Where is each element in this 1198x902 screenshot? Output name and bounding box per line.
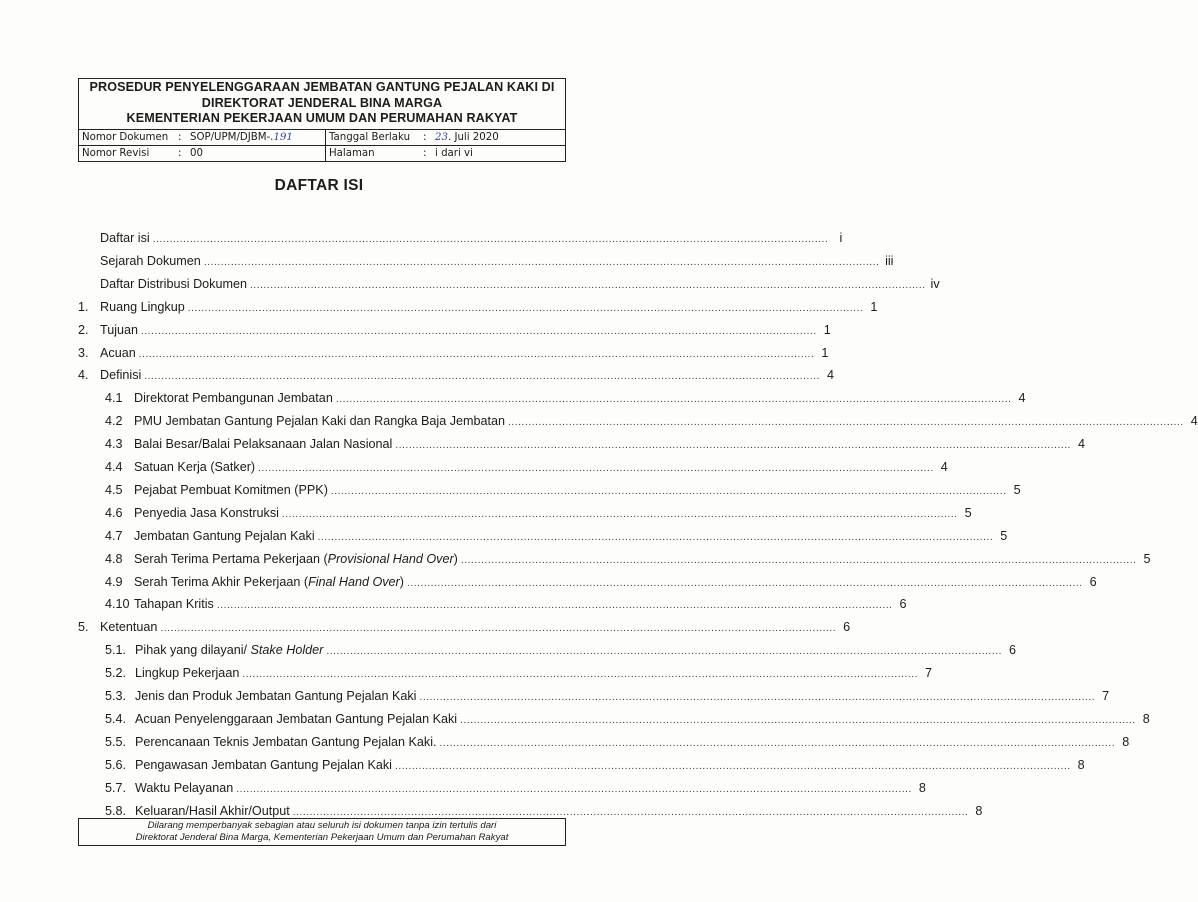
toc-entry — [78, 296, 878, 314]
toc-entry-page: 8 — [1142, 711, 1150, 726]
toc-entry — [78, 387, 1026, 406]
toc-entry-label: PMU Jembatan Gantung Pejalan Kaki dan Rangka Baja Jembatan — [134, 414, 506, 429]
toc-entry-number: 5.4. — [105, 711, 127, 726]
tanggal-berlaku-value: . Juli 2020 — [447, 131, 499, 143]
toc-entry-page: 5 — [1000, 528, 1008, 543]
toc-entry — [78, 800, 983, 818]
toc-entry-label: Balai Besar/Balai Pelaksanaan Jalan Nasional — [134, 437, 393, 452]
toc-entry — [78, 364, 834, 383]
toc-dot-leader: ........................................................................................................................................................................................................ — [508, 417, 1184, 429]
toc-dot-leader: ........................................................................................................................................................................................................ — [258, 463, 934, 474]
toc-entry-label: Definisi — [100, 368, 142, 383]
toc-entry-number: 5.5. — [105, 734, 127, 749]
toc-entry-label: Jenis dan Produk Jembatan Gantung Pejalan Kaki — [135, 689, 417, 703]
toc-dot-leader: ........................................................................................................................................................................................................ — [236, 783, 912, 795]
toc-entry — [78, 662, 932, 681]
nomor-dokumen-handwritten: 191 — [273, 131, 293, 143]
page-title: DAFTAR ISI — [274, 177, 364, 194]
toc-entry-page: 6 — [899, 597, 907, 612]
toc-dot-leader: ........................................................................................................................................................................................................ — [203, 256, 880, 268]
toc-dot-leader: ........................................................................................................................................................................................................ — [152, 234, 829, 245]
toc-dot-leader: ........................................................................................................................................................................................................ — [419, 692, 1096, 703]
toc-entry — [78, 731, 1130, 749]
toc-entry-page: i — [839, 231, 843, 245]
halaman-label: Halaman — [329, 147, 375, 159]
toc-entry-number: 5.2. — [105, 666, 127, 681]
toc-dot-leader: ........................................................................................................................................................................................................ — [460, 554, 1137, 566]
toc-entry-number: 5.6. — [105, 757, 127, 772]
toc-entry — [78, 708, 1150, 726]
toc-entry-page: 5 — [964, 505, 972, 520]
toc-entry-page: 7 — [924, 666, 932, 681]
toc-entry — [78, 410, 1198, 429]
toc-dot-leader: ........................................................................................................................................................................................................ — [439, 737, 1116, 749]
toc-entry-label: Acuan — [100, 345, 136, 360]
toc-entry-label: Ruang Lingkup — [100, 299, 185, 314]
toc-entry — [78, 777, 926, 795]
toc-entry — [78, 571, 1097, 589]
toc-dot-leader: ........................................................................................................................................................................................................ — [160, 623, 837, 635]
toc-entry-number: 4.7 — [105, 528, 123, 543]
toc-entry-label: Sejarah Dokumen — [100, 253, 201, 268]
toc-entry-page: 1 — [870, 299, 878, 314]
toc-entry — [78, 639, 1016, 658]
toc-dot-leader: ........................................................................................................................................................................................................ — [326, 646, 1002, 658]
toc-dot-leader: ........................................................................................................................................................................................................ — [406, 577, 1083, 589]
toc-entry-number: 2. — [78, 322, 89, 337]
toc-entry-page: iv — [930, 276, 940, 291]
toc-entry-page: 8 — [1122, 734, 1130, 749]
toc-entry-page: 6 — [1008, 643, 1016, 658]
toc-entry-label: Jembatan Gantung Pejalan Kaki — [134, 528, 315, 543]
colon: : — [178, 147, 182, 159]
toc-entry — [78, 685, 1110, 703]
toc-dot-leader: ........................................................................................................................................................................................................ — [317, 531, 994, 543]
toc-entry-number: 4.5 — [105, 482, 123, 497]
tanggal-berlaku-cell — [326, 130, 565, 145]
toc-dot-leader: ........................................................................................................................................................................................................ — [394, 760, 1071, 772]
toc-dot-leader: ........................................................................................................................................................................................................ — [141, 325, 817, 337]
toc-entry-label: Lingkup Pekerjaan — [135, 666, 240, 681]
toc-entry-number: 5.8. — [105, 803, 127, 818]
toc-entry-number: 4.3 — [105, 437, 123, 452]
document-header — [78, 78, 566, 162]
toc-entry-label: Perencanaan Teknis Jembatan Gantung Pejalan Kaki. — [135, 734, 437, 749]
toc-entry-number: 4.1 — [105, 391, 123, 406]
toc-dot-leader: ........................................................................................................................................................................................................ — [242, 669, 918, 681]
header-title-line-2: DIREKTORAT JENDERAL BINA MARGA — [201, 95, 443, 110]
toc-entry-number: 5. — [78, 620, 89, 635]
toc-entry-number: 3. — [78, 345, 89, 360]
toc-entry-label: Direktorat Pembangunan Jembatan — [134, 391, 333, 406]
toc-entry-label: Daftar isi — [100, 231, 150, 245]
toc-entry-page: 4 — [940, 460, 948, 474]
nomor-dokumen-cell — [79, 130, 326, 145]
toc-dot-leader: ........................................................................................................................................................................................................ — [330, 485, 1007, 497]
colon: : — [423, 131, 427, 143]
toc-entry-page: 6 — [843, 620, 851, 635]
toc-dot-leader: ........................................................................................................................................................................................................ — [249, 279, 926, 291]
toc-entry-label: Acuan Penyelenggaraan Jembatan Gantung Pejalan Kaki — [135, 711, 458, 726]
toc-dot-leader: ........................................................................................................................................................................................................ — [460, 714, 1136, 726]
toc-dot-leader: ........................................................................................................................................................................................................ — [395, 440, 1072, 452]
toc-entry-number: 1. — [78, 299, 89, 314]
toc-entry — [78, 593, 907, 612]
toc-entry — [78, 502, 972, 520]
toc-entry-number: 5.1. — [105, 643, 127, 658]
toc-entry-label: Tahapan Kritis — [134, 597, 214, 612]
footer-notice — [78, 818, 566, 846]
toc-entry-label: Ketentuan — [100, 620, 158, 635]
nomor-revisi-label: Nomor Revisi — [82, 147, 150, 159]
header-title-line-3: KEMENTERIAN PEKERJAAN UMUM DAN PERUMAHAN RAKYAT — [126, 111, 518, 125]
toc-entry-label: Pihak yang dilayani/ Stake Holder — [135, 643, 324, 658]
tanggal-berlaku-label: Tanggal Berlaku — [329, 131, 411, 143]
toc-entry — [78, 479, 1021, 497]
toc-entry-page: 4 — [1018, 391, 1026, 406]
toc-dot-leader: ........................................................................................................................................................................................................ — [216, 600, 893, 612]
toc-entry-label: Penyedia Jasa Konstruksi — [134, 505, 279, 520]
toc-entry-page: 8 — [975, 803, 983, 818]
toc-entry-number: 4.6 — [105, 505, 123, 520]
toc-entry-label: Satuan Kerja (Satker) — [134, 460, 256, 474]
toc-dot-leader: ........................................................................................................................................................................................................ — [335, 394, 1012, 406]
nomor-dokumen-label: Nomor Dokumen — [82, 131, 169, 143]
toc-entry — [78, 548, 1151, 566]
toc-entry — [78, 273, 940, 291]
toc-entry-label: Serah Terima Akhir Pekerjaan (Final Hand Over) — [134, 574, 404, 589]
toc-entry — [78, 250, 894, 268]
toc-entry — [78, 616, 851, 635]
header-title — [79, 79, 565, 130]
toc-dot-leader: ........................................................................................................................................................................................................ — [138, 348, 815, 360]
footer-line-2: Direktorat Jenderal Bina Marga, Kementerian Pekerjaan Umum dan Perumahan Rakyat — [135, 832, 509, 843]
nomor-revisi-value: 00 — [190, 147, 203, 159]
toc-entry-label: Pengawasan Jembatan Gantung Pejalan Kaki — [135, 757, 392, 772]
toc-entry — [78, 525, 1008, 543]
header-title-line-1: PROSEDUR PENYELENGGARAAN JEMBATAN GANTUNG PEJALAN KAKI DI — [89, 80, 555, 94]
toc-entry-page: iii — [885, 253, 894, 268]
toc-entry-label: Serah Terima Pertama Pekerjaan (Provisional Hand Over) — [134, 551, 458, 566]
toc-entry-page: 1 — [823, 322, 831, 337]
footer-line-1: Dilarang memperbanyak sebagian atau seluruh isi dokumen tanpa izin tertulis dari — [147, 820, 497, 831]
nomor-dokumen-value: SOP/UPM/DJBM-. — [190, 131, 274, 143]
toc-entry-label: Daftar Distribusi Dokumen — [100, 276, 247, 291]
toc-entry-page: 8 — [918, 780, 926, 795]
toc-entry-italic-term: Provisional Hand Over — [327, 551, 454, 566]
toc-entry-page: 4 — [1190, 414, 1198, 429]
colon: : — [178, 131, 182, 143]
tanggal-handwritten: 23 — [435, 131, 448, 143]
toc-entry-page: 1 — [821, 345, 829, 360]
toc-dot-leader: ........................................................................................................................................................................................................ — [292, 806, 969, 818]
toc-entry-number: 5.3. — [105, 689, 127, 703]
toc-entry-page: 7 — [1102, 689, 1110, 703]
colon: : — [423, 147, 427, 159]
meta-row-1 — [79, 130, 565, 145]
toc-entry-label: Pejabat Pembuat Komitmen (PPK) — [134, 482, 328, 497]
toc-entry-label: Keluaran/Hasil Akhir/Output — [135, 803, 290, 818]
nomor-revisi-cell — [79, 146, 326, 161]
toc-dot-leader: ........................................................................................................................................................................................................ — [281, 508, 958, 520]
toc-entry-number: 4. — [78, 368, 89, 383]
toc-entry-label: Tujuan — [100, 322, 139, 337]
toc-entry — [78, 319, 831, 337]
toc-entry — [78, 456, 948, 474]
toc-entry-page: 5 — [1013, 482, 1021, 497]
toc-entry-number: 4.9 — [105, 574, 123, 589]
toc-entry-number: 4.8 — [105, 551, 123, 566]
toc-entry — [78, 433, 1086, 452]
meta-row-2 — [79, 145, 565, 161]
toc-entry — [78, 754, 1085, 772]
toc-entry-page: 5 — [1143, 551, 1151, 566]
toc-entry-label: Waktu Pelayanan — [135, 780, 234, 795]
toc-entry-page: 6 — [1089, 574, 1097, 589]
toc-entry-italic-term: Stake Holder — [250, 643, 324, 658]
toc-entry-page: 4 — [1078, 437, 1086, 452]
toc-dot-leader: ........................................................................................................................................................................................................ — [144, 371, 820, 383]
toc-entry-number: 4.10 — [105, 597, 130, 612]
toc-entry-page: 8 — [1077, 757, 1085, 772]
toc-entry-number: 5.7. — [105, 780, 127, 795]
halaman-value: i dari vi — [435, 147, 473, 159]
toc-dot-leader: ........................................................................................................................................................................................................ — [187, 302, 864, 314]
toc-entry-italic-term: Final Hand Over — [308, 574, 400, 589]
toc-entry-number: 4.2 — [105, 414, 123, 429]
toc-entry — [78, 227, 843, 245]
toc-entry-number: 4.4 — [105, 460, 123, 474]
halaman-cell — [326, 146, 565, 161]
toc-entry — [78, 342, 829, 360]
toc-entry-page: 4 — [826, 368, 834, 383]
